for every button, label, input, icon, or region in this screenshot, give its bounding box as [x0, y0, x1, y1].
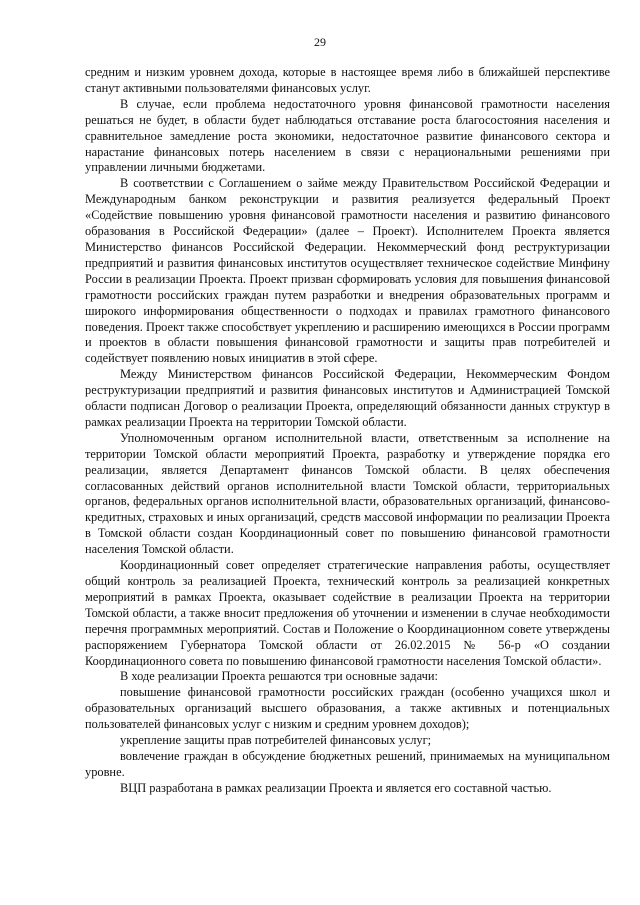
document-body [85, 65, 610, 797]
list-item: повышение финансовой грамотности российских граждан (особенно учащихся школ и образовательных организаций высшего образования, а также активных и потенциальных пользователей финансовых услуг с низким и средним уровнем доходов); [85, 685, 610, 732]
paragraph: В ходе реализации Проекта решаются три основные задачи: [120, 669, 438, 684]
list-item: укрепление защиты прав потребителей финансовых услуг; [120, 733, 432, 748]
paragraph: средним и низким уровнем дохода, которые в настоящее время либо в ближайшей перспективе станут активными пользователями финансовых услуг. [85, 65, 610, 95]
paragraph: В соответствии с Соглашением о займе между Правительством Российской Федерации и Международным банком реконструкции и развития реализуется федеральный Проект «Содействие повышению уровня финансовой грамотности населения и развитию финансового образования в Российской Федерации» (далее – Проект). Исполнителем Проекта является Министерство финансов Российской Федерации. Некоммерческий фонд реструктуризации предприятий и развития финансовых институтов осуществляет техническое содействие Минфину России в реализации Проекта. Проект призван сформировать условия для повышения финансовой грамотности российских граждан путем разработки и внедрения образовательных программ и широкого информирования общественности о подходах и правилах грамотного финансового поведения. Проект также способствует укреплению и расширению имеющихся в России программ и проектов в области повышения финансовой грамотности и защиты прав потребителей и содействует появлению новых инициатив в этой сфере. [85, 176, 610, 366]
page-number: 29 [314, 35, 326, 49]
paragraph: Между Министерством финансов Российской Федерации, Некоммерческим Фондом реструктуризации предприятий и развития финансовых институтов и Администрацией Томской области подписан Договор о реализации Проекта, определяющий обязанности данных структур в рамках реализации Проекта на территории Томской области. [85, 367, 610, 429]
list-item: вовлечение граждан в обсуждение бюджетных решений, принимаемых на муниципальном уровне. [85, 748, 610, 779]
paragraph: Координационный совет определяет стратегические направления работы, осуществляет общий контроль за реализацией Проекта, технический контроль за реализацией конкретных мероприятий в рамках Проекта, оказывает содействие в реализации Проекта на территории Томской области, а также вносит предложения об уточнении и изменении в случае необходимости перечня программных мероприятий. Состав и Положение о Координационном совете утверждены распоряжением Губернатора Томской области от 26.02.2015 № 56-р «О создании Координационного совета по повышению финансовой грамотности населения Томской области». [85, 558, 610, 668]
paragraph: Уполномоченным органом исполнительной власти, ответственным за исполнение на территории Томской области мероприятий Проекта, разработку и утверждение порядка его реализации, является Департамент финансов Томской области. В целях обеспечения согласованных действий органов исполнительной власти Томской области, территориальных органов, федеральных органов исполнительной власти, образовательных организаций, финансово-кредитных, страховых и иных организаций, средств массовой информации по реализации Проекта в Томской области создан Координационный совет по повышению финансовой грамотности населения Томской области. [85, 430, 610, 557]
paragraph: В случае, если проблема недостаточного уровня финансовой грамотности населения решаться не будет, в области будет наблюдаться отставание роста благосостояния населения и сравнительное замедление роста экономики, недостаточное развитие финансового сектора и нарастание финансовых потерь населением в связи с нерациональными решениями при управлении личными бюджетами. [85, 96, 610, 175]
paragraph: ВЦП разработана в рамках реализации Проекта и является его составной частью. [120, 780, 552, 795]
